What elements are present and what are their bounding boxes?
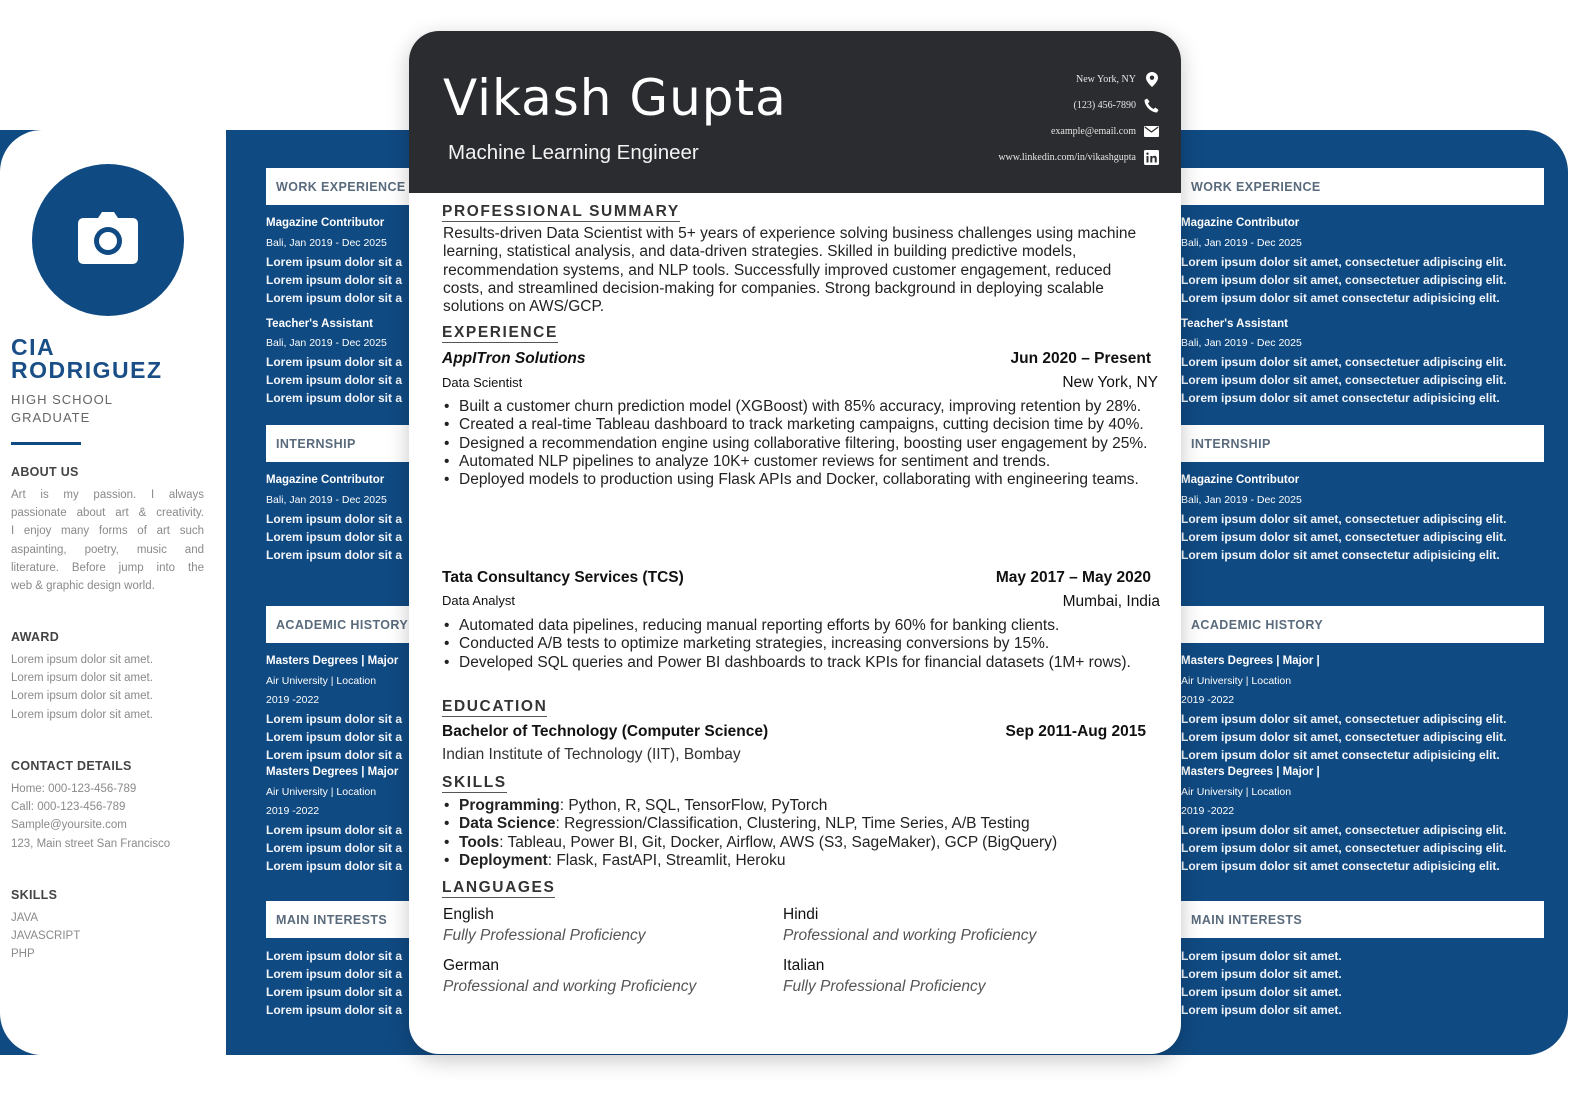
entry-line: Lorem ipsum dolor sit amet, consectetuer adipiscing elit.	[1181, 823, 1507, 837]
language-name: Hindi	[783, 906, 819, 923]
entry-line: Lorem ipsum dolor sit amet, consectetuer adipiscing elit.	[1181, 273, 1507, 287]
skill-value: : Flask, FastAPI, Streamlit, Heroku	[547, 851, 786, 869]
job-role: Data Analyst	[442, 593, 515, 608]
entry-place: Air University | Location	[1181, 786, 1292, 798]
job-role: Data Scientist	[442, 375, 523, 390]
language-level: Fully Professional Proficiency	[443, 927, 646, 944]
skill-item: JAVASCRIPT	[11, 930, 81, 943]
skills-heading: SKILLS	[11, 888, 58, 902]
language-name: English	[443, 906, 494, 923]
entry-place: Air University | Location	[266, 675, 377, 687]
company-name: Tata Consultancy Services (TCS)	[442, 569, 684, 586]
job-bullets	[442, 398, 1157, 489]
award-list	[11, 651, 204, 724]
award-heading: AWARD	[11, 630, 60, 644]
about-line: Art is my passion. I always	[11, 489, 204, 501]
entry-line: Lorem ipsum dolor sit amet, consectetuer adipiscing elit.	[1181, 730, 1507, 744]
entry-line: Lorem ipsum dolor sit amet consectetur adipisicing elit.	[1181, 391, 1500, 405]
resume-header	[409, 31, 1181, 193]
contact-item: 123, Main street San Francisco	[11, 837, 171, 850]
entry-line: Lorem ipsum dolor sit a	[266, 273, 403, 287]
email-text[interactable]: example@email.com	[1050, 126, 1136, 137]
entry-date: Bali, Jan 2019 - Dec 2025	[1181, 494, 1302, 506]
entry-line: Lorem ipsum dolor sit amet.	[1181, 967, 1342, 981]
job-bullets	[442, 617, 1157, 672]
entry-title: Masters Degrees | Major |	[1181, 655, 1320, 667]
skill-value: : Python, R, SQL, TensorFlow, PyTorch	[559, 797, 828, 814]
summary-paragraph: Results-driven Data Scientist with 5+ years of experience solving business challenges using machine learning, statistical analysis, and data-driven strategies. Skilled in building predictive models, recommendation systems, and NLP tools. Successfully improved customer engagement, reduced costs, and streamlined decision-making for companies. Strong background in deploying scalable solutions on AWS/GCP.	[443, 225, 1137, 316]
location-pin-icon	[1144, 72, 1159, 87]
education-school-row	[442, 746, 1158, 766]
skill-label: Deployment	[459, 851, 548, 869]
about-text	[11, 486, 204, 595]
skill-item	[442, 797, 1157, 815]
entry-line: Lorem ipsum dolor sit a	[266, 985, 403, 999]
entry-years: 2019 -2022	[266, 694, 320, 706]
internship-bar: INTERNSHIP	[266, 425, 416, 462]
entry-line: Lorem ipsum dolor sit a	[266, 355, 403, 369]
entry-date: Bali, Jan 2019 - Dec 2025	[266, 237, 387, 249]
bullet-item: • Conducted A/B tests to optimize marketing strategies, increasing conversions by 15%.	[442, 635, 1157, 653]
bullet-item: • Deployed models to production using Flask APIs and Docker, collaborating with engineering teams.	[442, 471, 1157, 489]
entry-line: Lorem ipsum dolor sit a	[266, 255, 403, 269]
skills-list	[11, 909, 204, 964]
job-dates: Jun 2020 – Present	[1010, 350, 1151, 367]
divider	[11, 442, 81, 445]
background-person-name	[11, 336, 211, 382]
entry-years: 2019 -2022	[1181, 805, 1235, 817]
contact-linkedin[interactable]	[998, 150, 1159, 165]
entry-line: Lorem ipsum dolor sit a	[266, 841, 403, 855]
background-resume-sidebar	[0, 130, 226, 1055]
academic-history-bar: ACADEMIC HISTORY	[1181, 606, 1544, 643]
entry-date: Bali, Jan 2019 - Dec 2025	[1181, 237, 1302, 249]
entry-line: Lorem ipsum dolor sit amet, consectetuer adipiscing elit.	[1181, 355, 1507, 369]
entry-title: Magazine Contributor	[1181, 217, 1300, 229]
camera-icon	[78, 212, 138, 269]
section-heading-languages: LANGUAGES	[442, 879, 556, 896]
entry-line: Lorem ipsum dolor sit a	[266, 967, 403, 981]
entry-line: Lorem ipsum dolor sit a	[266, 512, 403, 526]
entry-years: 2019 -2022	[1181, 694, 1235, 706]
entry-title: Magazine Contributor	[266, 474, 385, 486]
education-dates: Sep 2011-Aug 2015	[1005, 723, 1146, 740]
background-right-column	[1181, 130, 1546, 1055]
internship-bar: INTERNSHIP	[1181, 425, 1544, 462]
skill-item: PHP	[11, 948, 35, 961]
education-header	[442, 723, 1158, 743]
candidate-name: Vikash Gupta	[443, 69, 787, 127]
entry-line: Lorem ipsum dolor sit a	[266, 712, 403, 726]
language-level: Fully Professional Proficiency	[783, 978, 986, 995]
contact-item: Home: 000-123-456-789	[11, 783, 137, 795]
entry-line: Lorem ipsum dolor sit a	[266, 1003, 403, 1017]
candidate-title: Machine Learning Engineer	[448, 141, 699, 164]
entry-title: Masters Degrees | Major |	[1181, 766, 1320, 778]
entry-line: Lorem ipsum dolor sit a	[266, 748, 403, 762]
entry-line: Lorem ipsum dolor sit amet.	[1181, 949, 1342, 963]
entry-line: Lorem ipsum dolor sit amet, consectetuer adipiscing elit.	[1181, 512, 1507, 526]
entry-title: Teacher's Assistant	[266, 318, 373, 330]
skill-item	[442, 834, 1157, 852]
entry-years: 2019 -2022	[266, 805, 320, 817]
job-subheader	[442, 593, 1158, 613]
entry-line: Lorem ipsum dolor sit amet consectetur adipisicing elit.	[1181, 748, 1500, 762]
section-heading-education: EDUCATION	[442, 698, 548, 715]
entry-line: Lorem ipsum dolor sit amet, consectetuer adipiscing elit.	[1181, 712, 1507, 726]
entry-title: Masters Degrees | Major	[266, 766, 399, 778]
email-icon	[1144, 124, 1159, 139]
role-line: HIGH SCHOOL	[11, 392, 114, 407]
entry-title: Magazine Contributor	[266, 217, 385, 229]
linkedin-text[interactable]: www.linkedin.com/in/vikashgupta	[998, 152, 1136, 163]
language-level: Professional and working Proficiency	[783, 927, 1037, 944]
location-text: New York, NY	[1075, 74, 1136, 85]
bullet-item: • Automated data pipelines, reducing manual reporting efforts by 60% for banking clients.	[442, 617, 1157, 635]
entry-line: Lorem ipsum dolor sit a	[266, 823, 403, 837]
entry-line: Lorem ipsum dolor sit amet.	[1181, 1003, 1342, 1017]
main-interests-bar: MAIN INTERESTS	[266, 901, 416, 938]
phone-text: (123) 456-7890	[1073, 100, 1136, 111]
entry-line: Lorem ipsum dolor sit amet, consectetuer adipiscing elit.	[1181, 841, 1507, 855]
job-location: New York, NY	[1062, 374, 1158, 391]
about-heading: ABOUT US	[11, 465, 79, 479]
bullet-item: • Designed a recommendation engine using collaborative filtering, boosting user engagement by 25%.	[442, 435, 1157, 453]
section-heading-skills: SKILLS	[442, 774, 507, 791]
bullet-item: • Built a customer churn prediction model (XGBoost) with 85% accuracy, improving retention by 28%.	[442, 398, 1157, 416]
job-header	[442, 350, 1158, 370]
award-item: Lorem ipsum dolor sit amet.	[11, 708, 153, 721]
skill-item	[442, 852, 1157, 870]
entry-line: Lorem ipsum dolor sit amet, consectetuer adipiscing elit.	[1181, 255, 1507, 269]
about-line: passionate about art & creativity.	[11, 507, 204, 520]
work-experience-bar: WORK EXPERIENCE	[266, 168, 416, 205]
skill-label: Programming	[459, 797, 560, 814]
about-line: aspainting, poetry, music and	[11, 543, 204, 556]
entry-title: Teacher's Assistant	[1181, 318, 1288, 330]
award-item: Lorem ipsum dolor sit amet.	[11, 654, 153, 666]
about-line: I enjoy many forms of art such	[11, 525, 204, 538]
entry-line: Lorem ipsum dolor sit amet, consectetuer adipiscing elit.	[1181, 530, 1507, 544]
skill-item: JAVA	[11, 912, 39, 924]
skill-value: : Regression/Classification, Clustering, NLP, Time Series, A/B Testing	[555, 815, 1030, 833]
bullet-item: • Automated NLP pipelines to analyze 10K+ customer reviews for sentiment and trends.	[442, 453, 1157, 471]
background-person-role	[11, 391, 161, 427]
bullet-item: • Created a real-time Tableau dashboard to track marketing campaigns, cutting decision time by 40%.	[442, 416, 1157, 434]
entry-line: Lorem ipsum dolor sit amet consectetur adipisicing elit.	[1181, 291, 1500, 305]
entry-line: Lorem ipsum dolor sit a	[266, 548, 403, 562]
skill-label: Data Science	[459, 815, 556, 833]
contact-email[interactable]	[1051, 124, 1159, 139]
resume-preview-card[interactable]	[409, 31, 1181, 1054]
phone-icon	[1144, 98, 1159, 113]
role-line: GRADUATE	[11, 410, 91, 425]
section-heading-experience: EXPERIENCE	[442, 324, 558, 341]
entry-line: Lorem ipsum dolor sit a	[266, 530, 403, 544]
degree: Bachelor of Technology (Computer Science)	[442, 723, 769, 740]
about-line: literature. Before jump into the	[11, 561, 204, 574]
academic-history-bar: ACADEMIC HISTORY	[266, 606, 416, 643]
work-experience-bar: WORK EXPERIENCE	[1181, 168, 1544, 205]
award-item: Lorem ipsum dolor sit amet.	[11, 690, 153, 703]
skill-value: : Tableau, Power BI, Git, Docker, Airflow, AWS (S3, SageMaker), GCP (BigQuery)	[499, 833, 1058, 851]
job-header	[442, 569, 1158, 589]
entry-line: Lorem ipsum dolor sit amet.	[1181, 985, 1342, 999]
company-name: AppITron Solutions	[442, 350, 586, 367]
entry-title: Masters Degrees | Major	[266, 655, 399, 667]
contact-list	[11, 780, 204, 853]
entry-date: Bali, Jan 2019 - Dec 2025	[1181, 337, 1302, 349]
entry-line: Lorem ipsum dolor sit amet consectetur adipisicing elit.	[1181, 859, 1500, 873]
job-subheader	[442, 374, 1158, 394]
contact-item: Call: 000-123-456-789	[11, 801, 126, 814]
language-level: Professional and working Proficiency	[443, 978, 697, 995]
profile-photo-placeholder[interactable]	[32, 164, 184, 316]
main-interests-bar: MAIN INTERESTS	[1181, 901, 1544, 938]
skill-label: Tools	[459, 833, 500, 851]
entry-line: Lorem ipsum dolor sit a	[266, 373, 403, 387]
contact-item: Sample@yoursite.com	[11, 819, 127, 832]
entry-line: Lorem ipsum dolor sit a	[266, 291, 403, 305]
first-name: CIA	[11, 334, 56, 360]
entry-place: Air University | Location	[1181, 675, 1292, 687]
background-left-column	[266, 130, 416, 1055]
entry-line: Lorem ipsum dolor sit amet, consectetuer adipiscing elit.	[1181, 373, 1507, 387]
entry-date: Bali, Jan 2019 - Dec 2025	[266, 494, 387, 506]
award-item: Lorem ipsum dolor sit amet.	[11, 672, 153, 685]
contact-heading: CONTACT DETAILS	[11, 759, 132, 773]
about-line: web & graphic design world.	[11, 580, 155, 593]
job-location: Mumbai, India	[1062, 593, 1160, 610]
entry-line: Lorem ipsum dolor sit a	[266, 391, 403, 405]
entry-line: Lorem ipsum dolor sit a	[266, 859, 403, 873]
section-heading-summary: PROFESSIONAL SUMMARY	[442, 203, 680, 220]
skills-list	[442, 797, 1157, 870]
entry-place: Air University | Location	[266, 786, 377, 798]
entry-line: Lorem ipsum dolor sit a	[266, 949, 403, 963]
language-name: German	[443, 957, 499, 974]
entry-line: Lorem ipsum dolor sit a	[266, 730, 403, 744]
entry-date: Bali, Jan 2019 - Dec 2025	[266, 337, 387, 349]
linkedin-icon	[1144, 150, 1159, 165]
school-name: Indian Institute of Technology (IIT), Bombay	[442, 746, 741, 763]
job-dates: May 2017 – May 2020	[995, 569, 1151, 586]
entry-title: Magazine Contributor	[1181, 474, 1300, 486]
last-name: RODRIGUEZ	[11, 357, 163, 383]
bullet-item: • Developed SQL queries and Power BI dashboards to track KPIs for financial datasets (1M+ rows).	[442, 654, 1157, 672]
entry-line: Lorem ipsum dolor sit amet consectetur adipisicing elit.	[1181, 548, 1500, 562]
skill-item	[442, 815, 1157, 833]
contact-location	[1076, 72, 1159, 87]
contact-phone	[1074, 98, 1160, 113]
language-name: Italian	[783, 957, 825, 974]
